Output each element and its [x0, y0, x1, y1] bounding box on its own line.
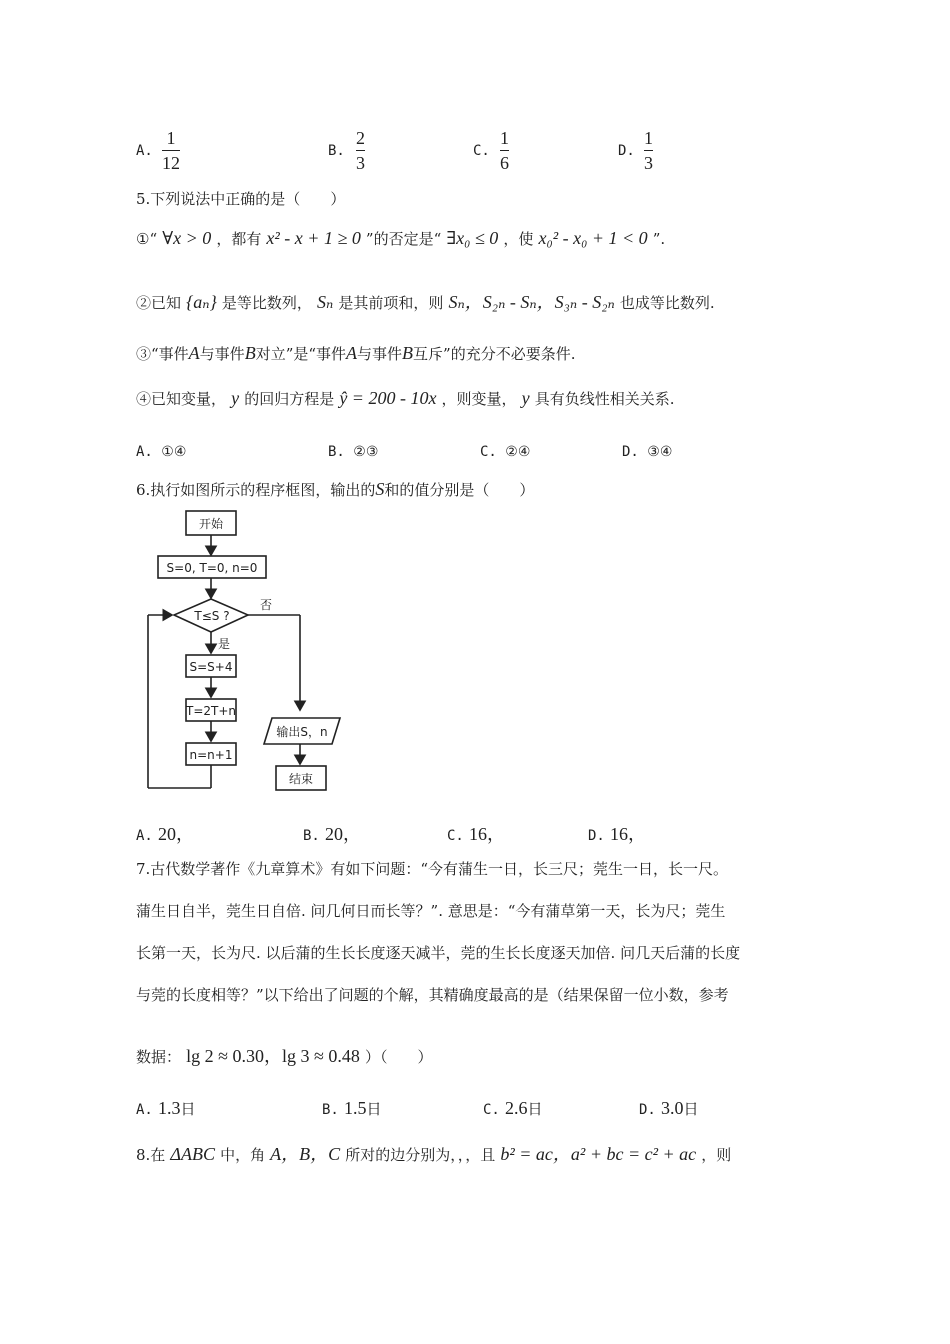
q4-a-numerator: 1: [166, 128, 176, 148]
s4-text2: 的回归方程是: [244, 390, 335, 408]
flow-step3-text: n=n+1: [189, 748, 233, 762]
q8-text3: 所对的边分别为，，，且: [345, 1146, 496, 1164]
q5-statement-2: [136, 288, 715, 314]
q6-c-label: C.: [447, 828, 464, 844]
q6-c-value: 16，: [468, 824, 505, 844]
flow-end-text: 结束: [288, 772, 314, 786]
s3-text: ③“事件: [136, 345, 189, 363]
flowchart: [140, 505, 370, 805]
s2-sequence: {aₙ}: [186, 292, 217, 312]
q5-option-d: D. ③④: [622, 444, 673, 460]
s2-text: ②已知: [136, 294, 182, 312]
q4-option-d-label: D.: [618, 143, 635, 159]
q5-option-b: B. ②③: [328, 444, 379, 460]
q7-b-value: 1.5: [343, 1098, 367, 1118]
s1-inequality: x² - x + 1 ≥ 0: [266, 228, 361, 248]
q6-variable-s: S: [375, 479, 385, 499]
s4-y: y: [231, 388, 240, 408]
s4-text: ④已知变量，: [136, 390, 227, 408]
q7-d-label: D.: [639, 1102, 656, 1118]
s4-text3: ，则变量，: [441, 390, 517, 408]
q7-c-unit: 日: [527, 1100, 543, 1118]
q4-c-numerator: 1: [500, 128, 509, 148]
q7-d-unit: 日: [683, 1100, 699, 1118]
q7-a-unit: 日: [180, 1100, 196, 1118]
q8-text4: ，则: [701, 1146, 732, 1164]
q4-b-denominator: 3: [356, 153, 365, 173]
q4-d-numerator: 1: [644, 128, 653, 148]
s3-text5: 互斥”的充分不必要条件.: [413, 345, 576, 363]
q6-option-a: [136, 820, 194, 846]
s2-text4: 也成等比数列.: [619, 294, 715, 312]
s3-event-b2: B: [402, 343, 414, 363]
flow-step1-text: S=S+4: [189, 660, 233, 674]
q7-line-3: 长第一天，长为尺. 以后蒲的生长长度逐天减半，莞的生长长度逐天加倍. 问几天后蒲的长度: [136, 944, 741, 962]
flow-condition-text: T≤S ?: [194, 609, 230, 623]
q6-a-value: 20，: [157, 824, 194, 844]
q6-stem-text: 6.执行如图所示的程序框图，输出的: [136, 481, 376, 499]
q7-a-label: A.: [136, 1102, 153, 1118]
q6-d-label: D.: [588, 828, 605, 844]
q7-data-line: [136, 1042, 432, 1068]
q6-option-c: [447, 820, 505, 846]
s2-list: Sₙ，S₂ₙ - Sₙ，S₃ₙ - S₂ₙ: [448, 292, 615, 312]
s4-y2: y: [521, 388, 530, 408]
q4-option-a-fraction: [162, 128, 180, 173]
flow-step2-text: T=2T+n: [185, 704, 237, 718]
q7-line-1: 7.古代数学著作《九章算术》有如下问题：“今有蒲生一日，长三尺；莞生一日，长一尺。: [136, 860, 728, 878]
q5-stem: 5.下列说法中正确的是（ ）: [136, 190, 346, 208]
s2-sn: Sₙ: [317, 292, 334, 312]
q4-b-numerator: 2: [356, 128, 365, 148]
q4-option-b-label: B.: [328, 143, 345, 159]
s3-text4: 与事件: [357, 345, 403, 363]
q5-option-c: C. ②④: [480, 444, 531, 460]
s3-text3: 对立”是“事件: [255, 345, 347, 363]
q5-statement-3: [136, 343, 576, 364]
q4-c-denominator: 6: [500, 153, 509, 173]
s3-event-a2: A: [346, 343, 358, 363]
s3-event-b: B: [244, 343, 256, 363]
q8-equation1: b² = ac: [500, 1144, 553, 1164]
q7-paren: ）（ ）: [364, 1048, 433, 1066]
s1-text4: ”.: [652, 230, 666, 248]
q6-stem-end: 和的值分别是（ ）: [384, 481, 535, 499]
flow-init-text: S=0, T=0, n=0: [166, 561, 258, 575]
q4-d-denominator: 3: [644, 153, 653, 173]
q8-text2: 中，角: [220, 1146, 266, 1164]
q8-stem: [136, 1140, 731, 1166]
q7-b-label: B.: [322, 1102, 339, 1118]
q7-option-a: [136, 1098, 195, 1119]
q7-c-label: C.: [483, 1102, 500, 1118]
q4-option-d-fraction: [644, 128, 653, 173]
q7-option-c: [483, 1098, 542, 1119]
s1-text: ，都有: [216, 230, 262, 248]
q7-option-b: [322, 1098, 381, 1119]
q6-stem: [136, 479, 534, 500]
q4-option-c-fraction: [500, 128, 509, 173]
q5-option-a: A. ①④: [136, 444, 187, 460]
s1-text3: ，使: [503, 230, 534, 248]
q4-a-denominator: 12: [162, 153, 180, 173]
q7-a-value: 1.3: [157, 1098, 181, 1118]
q8-equation2: ，a² + bc = c² + ac: [552, 1144, 697, 1164]
s1-inequality2: x₀² - x₀ + 1 < 0: [538, 228, 648, 248]
q8-text: 8.在: [136, 1146, 166, 1164]
q7-data-label: 数据：: [136, 1048, 182, 1066]
q5-statement-1: [136, 228, 665, 249]
flow-no-label: 否: [259, 598, 273, 612]
q6-option-d: [588, 820, 646, 846]
s1-mark: ①“: [136, 230, 158, 248]
s1-text2: ”的否定是“: [365, 230, 442, 248]
s3-event-a: A: [188, 343, 200, 363]
q4-option-c-label: C.: [473, 143, 490, 159]
q6-b-label: B.: [303, 828, 320, 844]
q7-d-value: 3.0: [660, 1098, 684, 1118]
q4-option-a-label: A.: [136, 143, 153, 159]
flow-output-text: 输出S，n: [276, 725, 328, 739]
q8-triangle: ΔABC: [170, 1144, 215, 1164]
q6-a-label: A.: [136, 828, 153, 844]
q7-c-value: 2.6: [504, 1098, 528, 1118]
q6-b-value: 20，: [324, 824, 361, 844]
q7-data-values: lg 2 ≈ 0.30，lg 3 ≈ 0.48: [186, 1046, 360, 1066]
q4-option-b-fraction: [356, 128, 365, 173]
s1-forall: ∀x > 0: [162, 228, 212, 248]
q6-d-value: 16，: [609, 824, 646, 844]
q7-b-unit: 日: [366, 1100, 382, 1118]
q7-line-2: 蒲生日自半，莞生日自倍. 问几何日而长等？”. 意思是：“今有蒲草第一天，长为尺；莞生: [136, 902, 726, 920]
q7-line-4: 与莞的长度相等？”以下给出了问题的个解，其精确度最高的是（结果保留一位小数，参考: [136, 986, 729, 1004]
q5-statement-4: [136, 388, 675, 409]
s4-equation: ŷ = 200 - 10x: [339, 388, 437, 408]
s3-text2: 与事件: [199, 345, 245, 363]
s1-exists: ∃x₀ ≤ 0: [446, 228, 499, 248]
q8-angles: A，B，C: [270, 1144, 341, 1164]
s2-text3: 是其前项和，则: [338, 294, 444, 312]
q7-option-d: [639, 1098, 698, 1119]
flow-yes-label: 是: [217, 637, 231, 651]
s4-text4: 具有负线性相关关系.: [534, 390, 675, 408]
s2-text2: 是等比数列，: [221, 294, 312, 312]
flow-start-text: 开始: [198, 517, 224, 531]
q6-option-b: [303, 820, 361, 846]
